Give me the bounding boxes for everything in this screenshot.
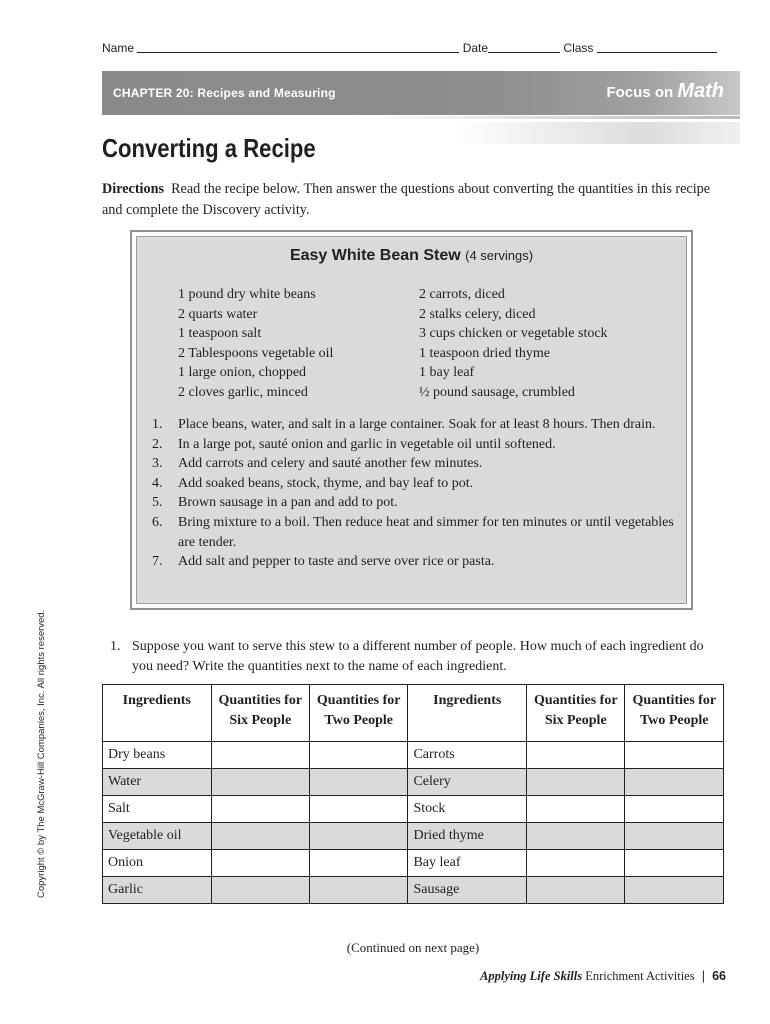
recipe-step [152, 415, 682, 435]
step-text: Add soaked beans, stock, thyme, and bay leaf to pot. [178, 475, 474, 491]
answer-cell[interactable] [527, 823, 625, 850]
step-text: Brown sausage in a pan and add to pot. [178, 495, 398, 511]
step-number: 4. [152, 475, 163, 491]
copyright-notice: Copyright © by The McGraw-Hill Companies, Inc. All rights reserved. [36, 609, 47, 898]
step-text: Place beans, water, and salt in a large container. Soak for at least 8 hours. Then drain. [178, 417, 656, 432]
col-header-six-people: Quantities for Six People [211, 685, 309, 742]
answer-cell[interactable] [309, 877, 407, 904]
recipe-steps [152, 415, 682, 572]
answer-cell[interactable] [211, 796, 309, 823]
question-text: Suppose you want to serve this stew to a different number of people. How much of each ingredient do you need? Write the quantities next to the name of each ingredient. [132, 639, 704, 674]
ingredient-list-left [178, 285, 333, 403]
date-label: Date [462, 41, 489, 55]
step-text: Bring mixture to a boil. Then reduce heat and simmer for ten minutes or until vegetables are tender. [178, 514, 674, 550]
step-number: 7. [152, 554, 163, 570]
name-blank[interactable] [137, 40, 459, 53]
continued-note: (Continued on next page) [346, 940, 480, 955]
table-row [103, 823, 724, 850]
class-label: Class [563, 41, 594, 55]
recipe-name: Easy White Bean Stew [289, 247, 461, 264]
table-row [103, 742, 724, 769]
answer-cell[interactable] [527, 850, 625, 877]
focus-prefix: Focus on [606, 84, 674, 101]
chapter-label: CHAPTER 20: Recipes and Measuring [113, 86, 336, 100]
step-number: 5. [152, 495, 163, 511]
directions [102, 179, 726, 221]
table-header-row [103, 685, 724, 742]
step-text: Add salt and pepper to taste and serve over rice or pasta. [178, 554, 495, 570]
ingredient-cell: Water [103, 769, 212, 796]
page-footer [480, 969, 726, 984]
ingredient-cell: Bay leaf [408, 850, 527, 877]
recipe-step [152, 454, 682, 474]
question-number: 1. [110, 639, 121, 654]
answer-cell[interactable] [625, 769, 724, 796]
answer-cell[interactable] [211, 742, 309, 769]
step-number: 3. [152, 456, 163, 472]
ingredient-cell: Carrots [408, 742, 527, 769]
ingredient-cell: Onion [103, 850, 212, 877]
answer-cell[interactable] [527, 796, 625, 823]
recipe-step [152, 435, 682, 455]
answer-cell[interactable] [527, 742, 625, 769]
step-text: In a large pot, sauté onion and garlic in vegetable oil until softened. [178, 436, 556, 452]
ingredient-item: 2 carrots, diced [419, 287, 505, 302]
col-header-ingredients: Ingredients [103, 685, 212, 742]
focus-label [606, 80, 724, 103]
ingredient-cell: Stock [408, 796, 527, 823]
answer-cell[interactable] [625, 742, 724, 769]
table-row [103, 796, 724, 823]
ingredient-cell: Vegetable oil [103, 823, 212, 850]
ingredient-item: 2 quarts water [178, 306, 258, 322]
ingredient-cell: Salt [103, 796, 212, 823]
step-number: 2. [152, 436, 163, 452]
ingredient-item: 2 Tablespoons vegetable oil [178, 345, 334, 361]
ingredient-item: 3 cups chicken or vegetable stock [419, 326, 608, 342]
answer-cell[interactable] [625, 877, 724, 904]
ingredient-item: 1 bay leaf [419, 365, 475, 381]
student-info-line [102, 40, 726, 55]
answer-cell[interactable] [309, 742, 407, 769]
col-header-two-people: Quantities for Two People [309, 685, 407, 742]
ingredient-item: 2 cloves garlic, minced [178, 384, 308, 400]
ingredient-cell: Dry beans [103, 742, 212, 769]
page-title: Converting a Recipe [102, 133, 316, 163]
ingredient-cell: Sausage [408, 877, 527, 904]
answer-cell[interactable] [309, 796, 407, 823]
answer-cell[interactable] [211, 877, 309, 904]
answer-cell[interactable] [211, 769, 309, 796]
recipe-servings: (4 servings) [465, 248, 534, 263]
recipe-title [0, 247, 770, 265]
footer-book-title: Applying Life Skills [480, 969, 583, 983]
answer-cell[interactable] [625, 823, 724, 850]
directions-label: Directions [102, 181, 164, 197]
ingredient-item: ½ pound sausage, crumbled [419, 384, 575, 400]
ingredient-cell: Garlic [103, 877, 212, 904]
col-header-six-people-2: Quantities for Six People [527, 685, 625, 742]
name-label: Name [102, 41, 135, 55]
question-1 [110, 637, 722, 677]
answer-cell[interactable] [527, 769, 625, 796]
ingredient-cell: Celery [408, 769, 527, 796]
ingredient-item: 1 teaspoon dried thyme [419, 345, 551, 361]
answer-cell[interactable] [309, 850, 407, 877]
step-number: 6. [152, 514, 163, 530]
answer-cell[interactable] [625, 796, 724, 823]
step-text: Add carrots and celery and sauté another few minutes. [178, 456, 483, 472]
table-row [103, 877, 724, 904]
date-blank[interactable] [488, 40, 560, 53]
recipe-step [152, 474, 682, 494]
answer-cell[interactable] [211, 850, 309, 877]
class-blank[interactable] [597, 40, 717, 53]
ingredient-item: 1 large onion, chopped [178, 365, 307, 381]
page-number: 66 [712, 969, 726, 983]
ingredient-item: 2 stalks celery, diced [419, 306, 536, 322]
col-header-ingredients-2: Ingredients [408, 685, 527, 742]
banner-divider [102, 116, 740, 119]
col-header-two-people-2: Quantities for Two People [625, 685, 724, 742]
footer-separator: | [701, 969, 705, 983]
ingredient-cell: Dried thyme [408, 823, 527, 850]
recipe-step [152, 552, 682, 572]
answer-cell[interactable] [625, 850, 724, 877]
step-number: 1. [152, 417, 163, 432]
recipe-step [152, 513, 682, 552]
ingredient-item: 1 pound dry white beans [178, 287, 316, 302]
ingredient-item: 1 teaspoon salt [178, 326, 262, 342]
ingredient-list-right [419, 285, 608, 403]
recipe-step [152, 493, 682, 513]
focus-subject: Math [677, 80, 724, 102]
table-row [103, 850, 724, 877]
directions-text: Read the recipe below. Then answer the questions about converting the quantities in this recipe and complete the Discovery activity. [102, 181, 711, 218]
conversion-table [102, 684, 724, 904]
chapter-banner [102, 71, 740, 115]
footer-section: Enrichment Activities [585, 969, 695, 983]
answer-cell[interactable] [527, 877, 625, 904]
answer-cell[interactable] [211, 823, 309, 850]
table-row [103, 769, 724, 796]
answer-cell[interactable] [309, 769, 407, 796]
answer-cell[interactable] [309, 823, 407, 850]
